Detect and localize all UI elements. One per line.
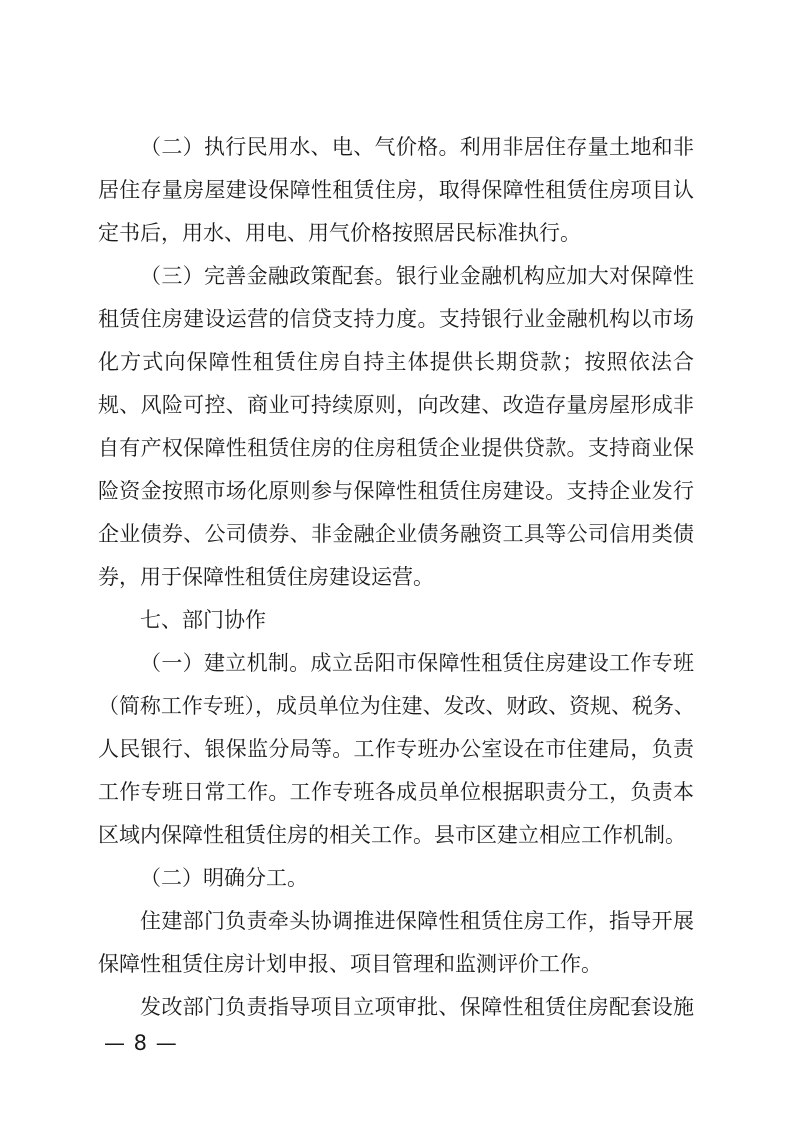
- text-line: （一）建立机制。成立岳阳市保障性租赁住房建设工作专班: [140, 651, 694, 675]
- text-line: 区域内保障性租赁住房的相关工作。县市区建立相应工作机制。: [98, 823, 686, 847]
- text-line: 人民银行、银保监分局等。工作专班办公室设在市住建局，负责: [98, 737, 694, 761]
- text-line: 券，用于保障性租赁住房建设运营。: [98, 565, 434, 589]
- text-line: 住建部门负责牵头协调推进保障性租赁住房工作，指导开展: [140, 909, 694, 933]
- text-line: 居住存量房屋建设保障性租赁住房，取得保障性租赁住房项目认: [98, 178, 694, 202]
- text-line: （二）执行民用水、电、气价格。利用非居住存量土地和非: [140, 135, 694, 159]
- text-line: （三）完善金融政策配套。银行业金融机构应加大对保障性: [140, 264, 694, 288]
- text-line: 发改部门负责指导项目立项审批、保障性租赁住房配套设施: [140, 995, 694, 1019]
- page-number: — 8 —: [104, 1031, 178, 1055]
- text-line: （简称工作专班），成员单位为住建、发改、财政、资规、税务、: [98, 694, 694, 718]
- text-line: 险资金按照市场化原则参与保障性租赁住房建设。支持企业发行: [98, 479, 694, 503]
- text-line: 保障性租赁住房计划申报、项目管理和监测评价工作。: [98, 952, 602, 976]
- section-heading: 七、部门协作: [140, 608, 266, 632]
- text-line: 工作专班日常工作。工作专班各成员单位根据职责分工，负责本: [98, 780, 694, 804]
- text-line: 规、风险可控、商业可持续原则，向改建、改造存量房屋形成非: [98, 393, 694, 417]
- text-line: 定书后，用水、用电、用气价格按照居民标准执行。: [98, 221, 581, 245]
- document-body: [98, 126, 694, 1029]
- text-line: 企业债券、公司债券、非金融企业债务融资工具等公司信用类债: [98, 522, 694, 546]
- text-line: （二）明确分工。: [140, 866, 308, 890]
- text-line: 自有产权保障性租赁住房的住房租赁企业提供贷款。支持商业保: [98, 436, 694, 460]
- text-line: 租赁住房建设运营的信贷支持力度。支持银行业金融机构以市场: [98, 307, 694, 331]
- text-line: 化方式向保障性租赁住房自持主体提供长期贷款；按照依法合: [98, 350, 694, 374]
